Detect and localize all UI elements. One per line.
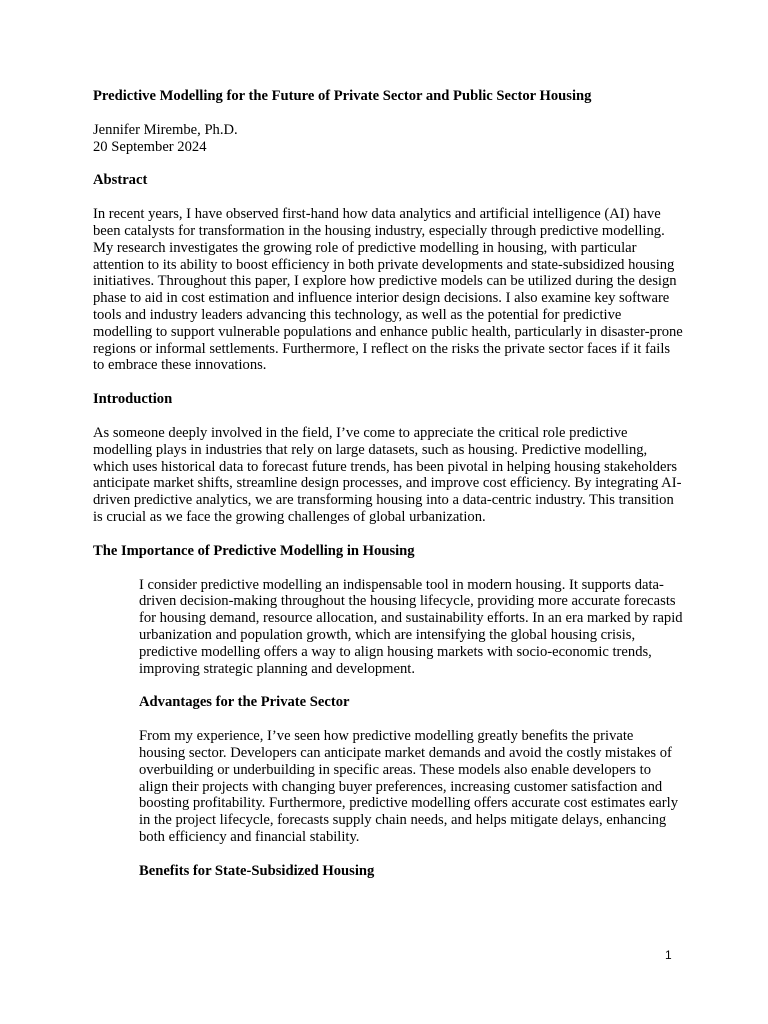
importance-text: I consider predictive modelling an indispensable tool in modern housing. It supports data-driven decision-making throughout the housing lifecycle, providing more accurate forecasts for housing demand, resource allocation, and sustainability efforts. In an era marked by rapid urbanization and population growth, which are intensifying the global housing crisis, predictive modelling offers a way to align housing markets with socio-economic trends, improving strategic planning and development. <box>139 576 683 677</box>
importance-heading: The Importance of Predictive Modelling in Housing <box>93 542 415 559</box>
introduction-heading: Introduction <box>93 391 173 408</box>
abstract-text: In recent years, I have observed first-hand how data analytics and artificial intelligence (AI) have been catalysts for transformation in the housing industry, especially through predictive modelling. My research investigates the growing role of predictive modelling in housing, with particular attention to its ability to boost efficiency in both private developments and state-subsidized housing initiatives. Throughout this paper, I explore how predictive models can be utilized during the design phase to aid in cost estimation and influence interior design decisions. I also examine key software tools and industry leaders advancing this technology, as well as the potential for predictive modelling to support vulnerable populations and enhance public health, particularly in disaster-prone regions or informal settlements. Furthermore, I reflect on the risks the private sector faces if it fails to embrace these innovations. <box>93 206 683 374</box>
page-number: 1 <box>665 948 672 962</box>
author-name: Jennifer Mirembe, Ph.D. <box>93 121 238 138</box>
private-sector-heading: Advantages for the Private Sector <box>139 694 350 711</box>
state-subsidized-heading: Benefits for State-Subsidized Housing <box>139 862 375 879</box>
author-block <box>93 122 683 156</box>
document-body <box>93 88 683 896</box>
private-sector-text: From my experience, I’ve seen how predictive modelling greatly benefits the private housing sector. Developers can anticipate market demands and avoid the costly mistakes of overbuilding or underbuilding in specific areas. These models also enable developers to align their projects with changing buyer preferences, increasing customer satisfaction and boosting profitability. Furthermore, predictive modelling offers accurate cost estimates early in the project lifecycle, forecasts supply chain needs, and helps mitigate delays, enhancing both efficiency and financial stability. <box>139 728 678 845</box>
abstract-heading: Abstract <box>93 172 148 189</box>
publication-date: 20 September 2024 <box>93 138 207 155</box>
introduction-text: As someone deeply involved in the field, I’ve come to appreciate the critical role predictive modelling plays in industries that rely on large datasets, such as housing. Predictive modelling, which uses historical data to forecast future trends, has been pivotal in helping housing stakeholders anticipate market shifts, streamline design processes, and improve cost efficiency. By integrating AI-driven predictive analytics, we are transforming housing into a data-centric industry. This transition is crucial as we face the growing challenges of global urbanization. <box>93 424 682 525</box>
paper-title: Predictive Modelling for the Future of Private Sector and Public Sector Housing <box>93 88 592 104</box>
